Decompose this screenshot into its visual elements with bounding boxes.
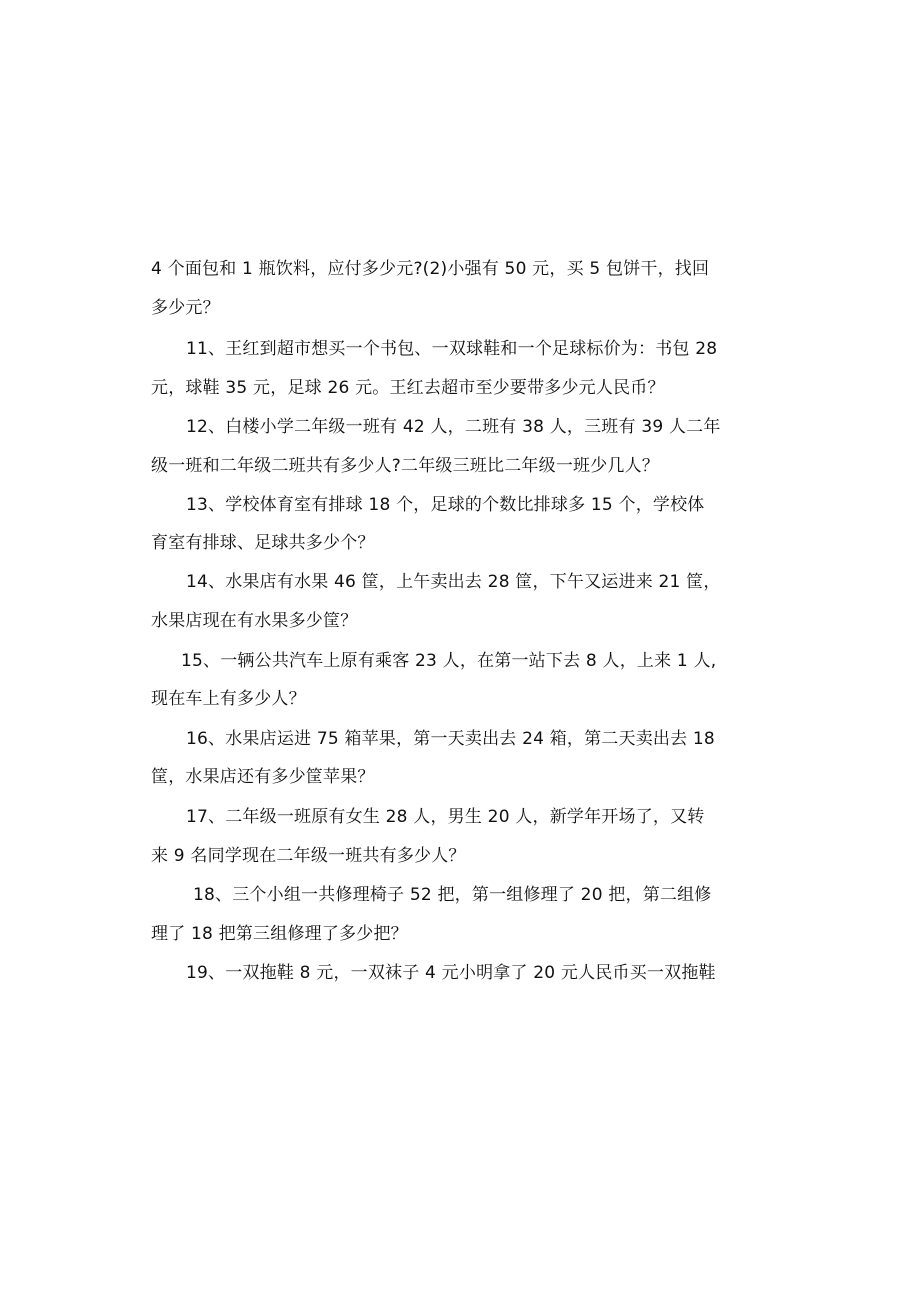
text-line: 11、王红到超市想买一个书包、一双球鞋和一个足球标价为：书包 28: [186, 339, 718, 359]
text-line: 17、二年级一班原有女生 28 人，男生 20 人，新学年开场了，又转: [186, 807, 705, 827]
text-line: 多少元？: [151, 298, 220, 318]
text-line: 育室有排球、足球共多少个？: [151, 533, 375, 553]
text-line: 元，球鞋 35 元，足球 26 元。王红去超市至少要带多少元人民币？: [151, 378, 665, 398]
text-line: 4 个面包和 1 瓶饮料，应付多少元?(2)小强有 50 元，买 5 包饼干，找回: [151, 259, 710, 279]
text-line: 来 9 名同学现在二年级一班共有多少人？: [151, 846, 466, 866]
text-line: 15、一辆公共汽车上原有乘客 23 人，在第一站下去 8 人，上来 1 人,: [181, 651, 717, 671]
text-line: 级一班和二年级二班共有多少人?二年级三班比二年级一班少几人？: [151, 456, 660, 476]
text-line: 16、水果店运进 75 箱苹果，第一天卖出去 24 箱，第二天卖出去 18: [186, 729, 715, 749]
text-line: 水果店现在有水果多少筐？: [151, 611, 358, 631]
text-line: 18、三个小组一共修理椅子 52 把，第一组修理了 20 把，第二组修: [193, 885, 712, 905]
text-line: 理了 18 把第三组修理了多少把？: [151, 924, 408, 944]
text-line: 筐，水果店还有多少筐苹果？: [151, 767, 375, 787]
text-line: 19、一双拖鞋 8 元，一双袜子 4 元小明拿了 20 元人民币买一双拖鞋: [186, 963, 716, 983]
text-line: 14、水果店有水果 46 筐，上午卖出去 28 筐，下午又运进来 21 筐，: [186, 572, 721, 592]
text-line: 12、白楼小学二年级一班有 42 人，二班有 38 人，三班有 39 人二年: [186, 417, 721, 437]
text-line: 现在车上有多少人？: [151, 689, 306, 709]
text-line: 13、学校体育室有排球 18 个，足球的个数比排球多 15 个，学校体: [186, 495, 705, 515]
